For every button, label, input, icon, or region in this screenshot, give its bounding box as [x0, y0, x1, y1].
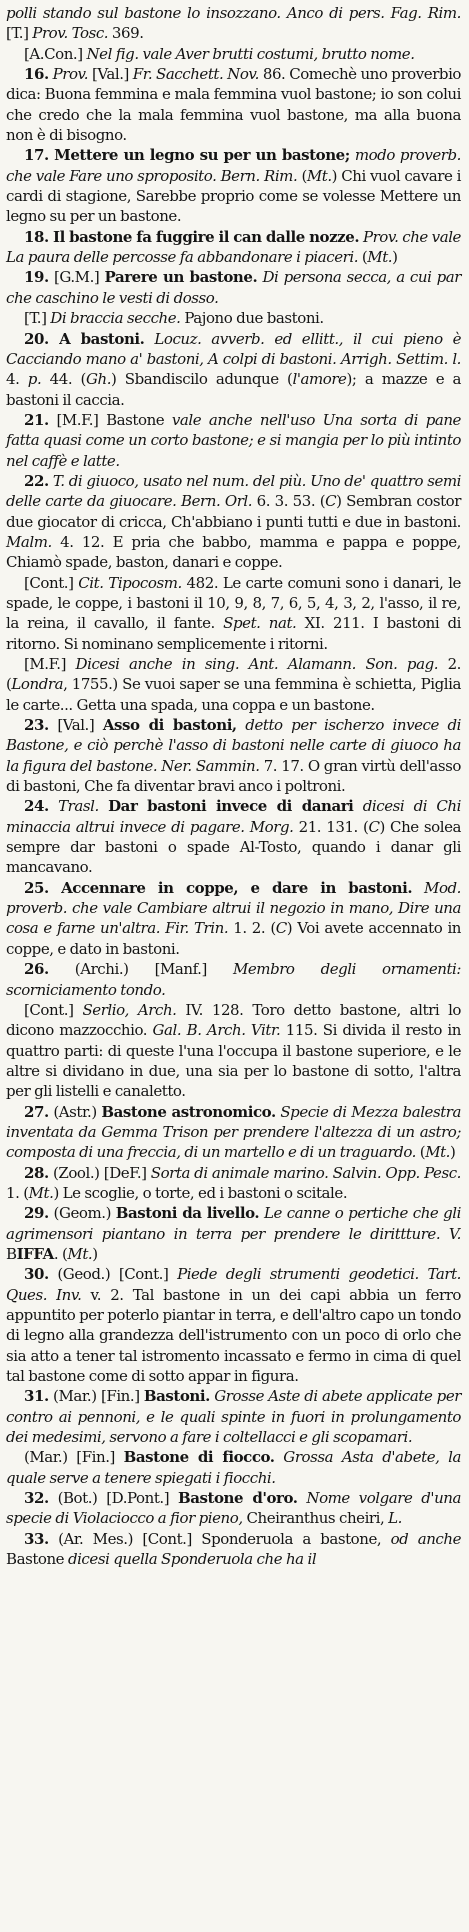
italic-text: Prov. [52, 65, 89, 84]
italic-text: Dicesi anche in sing. Ant. Alamann. Son. pag. [75, 655, 439, 673]
bold-text: 32. [24, 1489, 49, 1508]
text-run: (Bot.) [D.Pont.] [48, 1489, 178, 1508]
italic-text: Mod. proverb. che vale Cambiare altrui il negozio in mano, Dire una cosa e farne un'altra. Fir. Trin. [6, 878, 461, 938]
dictionary-entry [6, 145, 461, 226]
text-run: ) [450, 1143, 456, 1162]
bold-text: IFFA [16, 1244, 54, 1263]
italic-text: Malm. [6, 532, 52, 551]
dictionary-entry [6, 715, 461, 796]
dictionary-entry [6, 796, 461, 877]
text-run: 6. 3. 53. ( [252, 492, 326, 511]
dictionary-entry [6, 410, 461, 471]
dictionary-entry [6, 1102, 461, 1163]
dictionary-entry [6, 308, 461, 328]
text-run [99, 797, 108, 815]
text-run: [M.F.] Bastone [48, 410, 172, 429]
text-run: [Val.] [48, 716, 103, 735]
italic-text: Gal. B. Arch. Vitr. [152, 1021, 281, 1040]
bold-text: 27. [24, 1102, 49, 1121]
text-run: XI. 211. I bastoni di ritorno. Si nominano semplicemente i ritorni. [6, 614, 462, 653]
italic-text: Serlio, Arch. [82, 1000, 177, 1019]
text-run: (Ar. Mes.) [Cont.] Sponderuola a bastone, [48, 1529, 391, 1548]
dictionary-entry [6, 1264, 461, 1386]
bold-text: 28. [24, 1163, 49, 1182]
italic-text: dicesi quella Sponderuola che ha il [67, 1550, 317, 1569]
text-run: , 1755.) Se vuoi saper se una femmina è schietta, Piglia le carte... Getta una spada, una coppa e un bastone. [6, 675, 461, 714]
text-run: 115. Si divida il resto in quattro parti: di queste l'una l'occupa il bastone superiore, e le altre si dividano in due, una sia per lo bastone di sotto, l'altra per gli listelli e canaletto. [6, 1021, 461, 1101]
bold-text: Asso di bastoni, [102, 716, 237, 735]
dictionary-entry [6, 471, 461, 573]
italic-text: Prov. che vale La paura delle percosse fa abbandonare i piaceri. [6, 227, 461, 267]
bold-text: 23. [24, 716, 49, 735]
dictionary-entry [6, 654, 461, 715]
italic-text: Sorta di animale marino. Salvin. Opp. Pesc. [150, 1163, 461, 1182]
text-run: 482. Le carte comuni sono i danari, le spade, le coppe, i bastoni il 10, 9, 8, 7, 6, 5, 4, 3, 2, l'asso, il re, la reina, il cavallo, il fante. [6, 573, 461, 633]
italic-text: Piede degli strumenti geodetici. Tart. Ques. Inv. [6, 1265, 461, 1304]
text-run: 2. ( [6, 655, 461, 694]
text-run: Bastone [6, 1550, 68, 1569]
italic-text: Di persona secca, a cui par che caschino le vesti di dosso. [6, 268, 461, 307]
text-run: [Val.] [88, 65, 133, 84]
bold-text: 29. [24, 1204, 49, 1223]
text-run: [M.F.] [24, 655, 76, 673]
text-run: 44. ( [41, 370, 86, 389]
bold-text: 20. A bastoni. [24, 329, 145, 348]
italic-text: p. [27, 370, 42, 389]
italic-text: Nome volgare d'una specie di Violaciocco a fior pieno, [6, 1489, 461, 1528]
italic-text: Trasl. [58, 797, 99, 816]
bold-text: 22. [24, 471, 49, 490]
italic-text: detto per ischerzo invece di Bastone, e ciò perchè l'asso di bastoni nelle carte di giuoco ha la figura del bastone. Ner. Sammin. [6, 716, 461, 775]
italic-text: C [275, 919, 287, 938]
text-run [275, 1448, 284, 1466]
dictionary-entry [6, 3, 461, 44]
text-run: [G.M.] [48, 268, 105, 287]
dictionary-entry [6, 1447, 461, 1488]
text-run: 86. Comechè uno proverbio dica: Buona femmina e mala femmina vuol bastone; io son colui che credo che la mala femmina vuol bastone, ma alla buona non è di bisogno. [6, 65, 461, 145]
italic-text: T. di giuoco, usato nel num. del più. Uno de' quattro semi delle carte da giuocare. Bern. Orl. [6, 471, 461, 511]
text-run: 369. [108, 24, 144, 43]
text-run: [Cont.] [24, 1000, 83, 1019]
italic-text: Locuz. avverb. ed ellitt., il cui pieno è Cacciando mano a' bastoni, A colpi di bastoni. Arrigh. Settim. l. [6, 329, 461, 368]
italic-text: Nel fig. vale Aver brutti costumi, brutto nome. [86, 44, 415, 63]
text-run: ) Che solea sempre dar bastoni o spade Al-Tosto, quando i danar gli mancavano. [6, 817, 461, 877]
italic-text: Londra [11, 675, 64, 694]
text-run: . ( [53, 1244, 68, 1263]
dictionary-entry [6, 267, 461, 308]
italic-text: Mt. [425, 1143, 450, 1162]
text-run: IV. 128. Toro detto bastone, altri lo dicono mazzocchio. [6, 1000, 462, 1040]
text-run [412, 879, 424, 897]
text-run: [T.] [24, 309, 51, 328]
italic-text: Grosse Aste di abete applicate per contro ai pennoni, e le quali spinte in fuori in prolungamento dei medesimi, servono a fare i coltellacci e gli scopamari. [6, 1387, 461, 1447]
text-run: 1. 2. ( [228, 919, 276, 938]
italic-text: od anche [390, 1529, 461, 1548]
text-run: Cheiranthus cheiri, [242, 1509, 389, 1528]
italic-text: Cit. Tipocosm. [78, 573, 182, 592]
italic-text: Specie di Mezza balestra inventata da Gemma Trison per prendere l'altezza di un astro; composta di una freccia, di un martello e di un traguardo. [6, 1102, 462, 1162]
dictionary-entry [6, 959, 461, 1000]
italic-text: polli stando sul bastone lo insozzano. Anco di pers. Fag. Rim. [6, 4, 461, 22]
bold-text: Bastone astronomico. [101, 1102, 276, 1121]
text-run: (Astr.) [48, 1102, 102, 1121]
italic-text: L. [388, 1509, 402, 1528]
italic-text: vale anche nell'uso Una sorta di pane fatta quasi come un corto bastone; e si mangia per lo più intinto nel caffè e latte. [6, 410, 461, 470]
dictionary-entry [6, 1163, 461, 1204]
italic-text: Membro degli ornamenti: scorniciamento tondo. [6, 960, 461, 999]
text-run: (Mar.) [Fin.] [24, 1448, 124, 1467]
dictionary-entry [6, 573, 461, 654]
text-run [144, 330, 154, 348]
bold-text: 33. [24, 1529, 49, 1548]
text-run: Pajono due bastoni. [180, 309, 324, 328]
text-run: (Geod.) [Cont.] [48, 1265, 178, 1284]
text-run: ) Voi avete accennato in coppe, e dato in bastoni. [6, 919, 461, 958]
text-run: 4. 12. E pria che babbo, mamma e pappa e poppe, Chiamò spade, baston, danari e coppe. [6, 532, 461, 572]
text-run: 1. ( [6, 1183, 29, 1202]
bold-text: 19. [24, 268, 49, 287]
bold-text: 25. Accennare in coppe, e dare in bastoni. [24, 878, 413, 897]
dictionary-entry [6, 1386, 461, 1447]
bold-text: 31. [24, 1387, 49, 1406]
text-run: ) [92, 1244, 98, 1263]
text-run: ) Chi vuol cavare i cardi di stagione, Sarebbe proprio come se volesse Mettere un legno su per un bastone. [6, 166, 461, 226]
dictionary-entry [6, 1529, 461, 1570]
bold-text: 17. Mettere un legno su per un bastone; [24, 146, 350, 165]
text-run: 21. 131. ( [293, 817, 369, 836]
text-run: [T.] [6, 24, 33, 43]
text-run: (Geom.) [48, 1204, 116, 1223]
text-run: B [6, 1244, 17, 1263]
bold-text: Bastoni da livello. [115, 1204, 260, 1223]
dictionary-entry [6, 329, 461, 410]
italic-text: C [368, 817, 380, 836]
text-run: 4. [6, 370, 28, 389]
italic-text: Gh. [85, 370, 112, 389]
dictionary-entry [6, 44, 461, 64]
dictionary-entry [6, 64, 461, 145]
italic-text: Prov. Tosc. [32, 24, 109, 43]
text-run: [Cont.] [24, 573, 79, 592]
bold-text: Dar bastoni invece di danari [108, 797, 354, 816]
text-run: v. 2. Tal bastone in un dei capi abbia un ferro appuntito per poterlo piantar in terra, e dell'altro capo un tondo di legno alla grandezza dell'istrumento con un poco di orlo che sia atto a tener tal istromento incassato e fermo in cima di quel tal bastone come di sotto appar in figura. [6, 1285, 461, 1386]
bold-text: Bastoni. [143, 1387, 210, 1406]
text-run: ); a mazze e a bastoni il caccia. [6, 370, 462, 409]
text-run: ( [415, 1143, 426, 1162]
italic-text: Mt. [28, 1183, 54, 1202]
text-run: 7. 17. O gran virtù dell'asso di bastoni, Che fa diventar bravi anco i poltroni. [6, 756, 461, 796]
italic-text: Le canne o pertiche che gli agrimensori piantano in terra per prendere le dirittture. V. [6, 1204, 461, 1243]
text-run: [A.Con.] [24, 44, 87, 63]
text-run [353, 797, 362, 815]
text-run: ) Sembran costor due giocator di cricca, Ch'abbiano i punti tutti e due in bastoni. [6, 492, 461, 531]
italic-text: C [325, 492, 337, 511]
dictionary-entry [6, 878, 461, 959]
bold-text: 18. Il bastone fa fuggire il can dalle nozze. [24, 227, 360, 246]
bold-text: 30. [24, 1265, 49, 1284]
italic-text: modo proverb. che vale Fare uno sproposito. Bern. Rim. [6, 146, 461, 185]
italic-text: Mt. [367, 248, 393, 267]
text-run [49, 797, 58, 815]
italic-text: Mt. [67, 1244, 93, 1263]
dictionary-entry [6, 1000, 461, 1102]
italic-text: Di braccia secche. [50, 309, 181, 328]
dictionary-entry [6, 1203, 461, 1264]
text-run: ( [297, 166, 307, 185]
text-run [237, 716, 246, 734]
bold-text: 24. [24, 797, 49, 816]
text-run: ) [392, 248, 398, 267]
text-run: ( [358, 248, 368, 267]
bold-text: 16. [24, 65, 49, 84]
text-run: (Archi.) [Manf.] [48, 960, 233, 979]
bold-text: Bastone di fiocco. [123, 1448, 275, 1467]
text-run: (Mar.) [Fin.] [48, 1387, 144, 1406]
text-run: ) Sbandiscilo adunque ( [111, 370, 293, 389]
italic-text: Mt. [306, 166, 332, 185]
italic-text: Fr. Sacchett. Nov. [132, 65, 259, 84]
bold-text: 26. [24, 960, 49, 979]
italic-text: dicesi di Chi minaccia altrui invece di pagare. Morg. [6, 797, 461, 836]
italic-text: l'amore [292, 370, 347, 389]
text-run: (Zool.) [DeF.] [48, 1163, 151, 1182]
bold-text: 21. [24, 410, 49, 429]
bold-text: Bastone d'oro. [177, 1489, 298, 1508]
dictionary-entry [6, 1488, 461, 1529]
bold-text: Parere un bastone. [104, 268, 258, 287]
text-run: ) Le scoglie, o torte, ed i bastoni o scitale. [53, 1183, 348, 1202]
dictionary-entry [6, 227, 461, 268]
italic-text: Grossa Asta d'abete, la quale serve a tenere spiegati i fiocchi. [6, 1448, 461, 1487]
italic-text: Spet. nat. [223, 614, 297, 633]
